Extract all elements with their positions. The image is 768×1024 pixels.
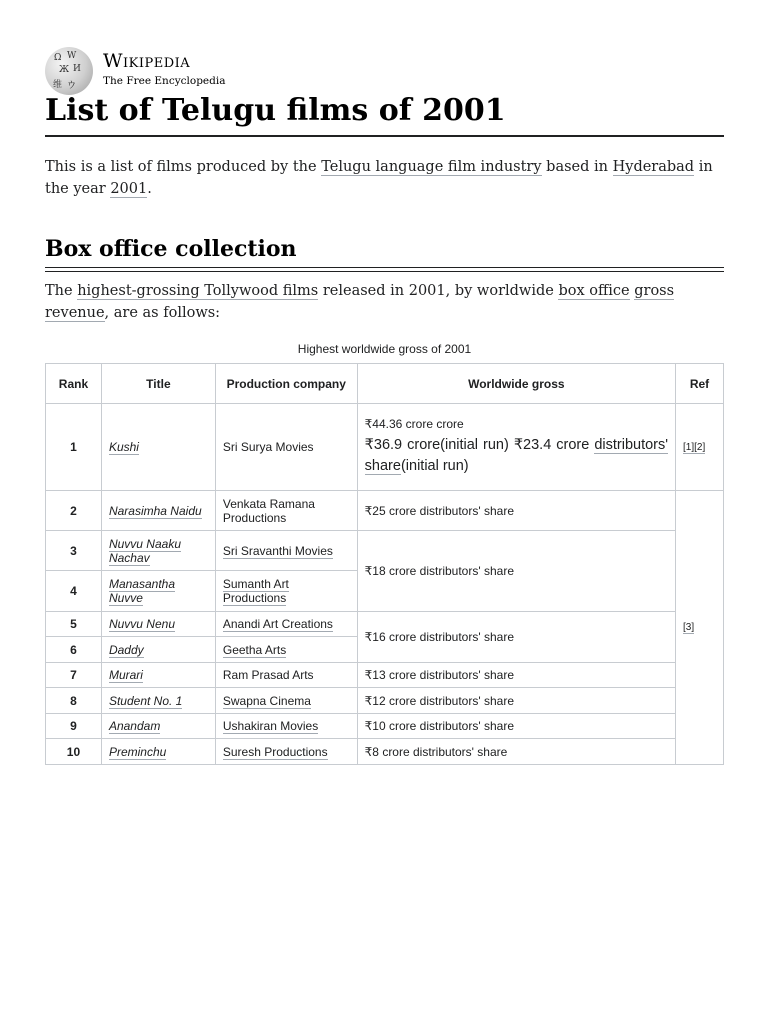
box-office-link[interactable]: box office — [558, 283, 630, 299]
title-cell — [101, 739, 215, 765]
gross-revenue-link[interactable]: gross revenue — [45, 283, 675, 321]
gross-cell: ₹16 crore distributors' share — [357, 612, 675, 663]
title-cell — [101, 491, 215, 531]
company-cell — [215, 491, 357, 531]
gross-cell: ₹10 crore distributors' share — [357, 714, 675, 739]
rank-cell: 10 — [46, 739, 102, 765]
table-row — [46, 663, 724, 688]
film-title-link[interactable]: Narasimha Naidu — [108, 503, 202, 518]
company-cell — [215, 739, 357, 765]
title-cell — [101, 663, 215, 688]
col-header-rank[interactable]: Rank — [46, 364, 102, 404]
company-name: Ram Prasad Arts — [222, 668, 314, 682]
col-header-title[interactable]: Title — [101, 364, 215, 404]
table-row — [46, 531, 724, 571]
table-row — [46, 404, 724, 491]
table-caption: Highest worldwide gross of 2001 — [297, 342, 472, 356]
film-title-link[interactable]: Anandam — [108, 719, 161, 733]
gross-cell — [357, 404, 675, 491]
col-header-company[interactable]: Production company — [215, 364, 357, 404]
title-cell — [101, 531, 215, 571]
section-text: The — [45, 283, 78, 299]
section-text: released in 2001, by worldwide — [318, 283, 559, 299]
company-cell — [215, 663, 357, 688]
gross-cell: ₹8 crore distributors' share — [357, 739, 675, 765]
gross-cell: ₹12 crore distributors' share — [357, 688, 675, 714]
film-title-link[interactable]: Nuvvu Naaku Nachav — [108, 536, 181, 565]
company-link[interactable]: Sri Sravanthi Movies — [222, 543, 333, 558]
title-cell — [101, 688, 215, 714]
title-cell — [101, 612, 215, 637]
telugu-film-industry-link[interactable]: Telugu language film industry — [321, 159, 542, 175]
film-title-link[interactable]: Manasantha Nuvve — [108, 577, 175, 605]
section-heading-box-office: Box office collection — [45, 233, 724, 268]
box-office-paragraph — [45, 280, 724, 324]
company-cell — [215, 404, 357, 491]
rank-cell: 3 — [46, 531, 102, 571]
intro-paragraph — [45, 156, 724, 200]
table-row — [46, 714, 724, 739]
company-link[interactable]: Sumanth Art Productions — [222, 577, 289, 605]
intro-text: This is a list of films produced by the — [45, 159, 322, 175]
box-office-table — [45, 363, 724, 765]
company-cell — [215, 612, 357, 637]
film-title-link[interactable]: Murari — [108, 668, 143, 682]
table-row — [46, 612, 724, 637]
gross-detail-text: (initial run) — [400, 458, 469, 474]
gross-cell: ₹25 crore distributors' share — [357, 491, 675, 531]
ref-cell — [676, 491, 724, 765]
col-header-gross[interactable]: Worldwide gross — [357, 364, 675, 404]
company-cell — [215, 637, 357, 663]
title-cell — [101, 404, 215, 491]
film-title-link[interactable]: Kushi — [108, 440, 139, 454]
section-divider — [45, 271, 724, 272]
film-title-link[interactable]: Preminchu — [108, 744, 167, 759]
rank-cell: 7 — [46, 663, 102, 688]
rank-cell: 9 — [46, 714, 102, 739]
company-cell — [215, 688, 357, 714]
company-link[interactable]: Swapna Cinema — [222, 693, 311, 708]
company-link[interactable]: Ushakiran Movies — [222, 719, 319, 733]
highest-grossing-films-link[interactable]: highest-grossing Tollywood films — [77, 283, 319, 299]
ref-link[interactable]: [3] — [683, 622, 695, 633]
title-cell — [101, 571, 215, 612]
rank-cell: 1 — [46, 404, 102, 491]
gross-total: ₹44.36 crore crore — [364, 417, 464, 431]
gross-cell: ₹13 crore distributors' share — [357, 663, 675, 688]
intro-text: . — [147, 181, 152, 197]
rank-cell: 6 — [46, 637, 102, 663]
company-name: Venkata Ramana Productions — [222, 496, 315, 525]
page-title: List of Telugu films of 2001 — [45, 89, 724, 137]
col-header-ref[interactable]: Ref — [676, 364, 724, 404]
company-cell — [215, 531, 357, 571]
film-title-link[interactable]: Nuvvu Nenu — [108, 617, 175, 631]
gross-cell: ₹18 crore distributors' share — [357, 531, 675, 612]
distributors-share-link[interactable]: distributors' share — [364, 437, 669, 474]
film-title-link[interactable]: Student No. 1 — [108, 693, 183, 708]
ref-cell — [676, 404, 724, 491]
rank-cell: 4 — [46, 571, 102, 612]
intro-text: in the year — [45, 159, 713, 197]
company-cell — [215, 714, 357, 739]
rank-cell: 5 — [46, 612, 102, 637]
company-name: Sri Surya Movies — [222, 440, 314, 454]
section-text: , are as follows: — [104, 305, 221, 321]
ref-link[interactable]: [1][2] — [683, 441, 706, 453]
film-title-link[interactable]: Daddy — [108, 642, 144, 657]
table-row — [46, 688, 724, 714]
gross-detail-text: ₹36.9 crore(initial run) ₹23.4 crore — [364, 437, 595, 453]
company-cell — [215, 571, 357, 612]
table-row — [46, 491, 724, 531]
table-row — [46, 739, 724, 765]
title-cell — [101, 637, 215, 663]
year-2001-link[interactable]: 2001 — [110, 181, 148, 197]
hyderabad-link[interactable]: Hyderabad — [612, 159, 695, 175]
site-header — [45, 44, 724, 94]
intro-text: based in — [541, 159, 613, 175]
company-link[interactable]: Anandi Art Creations — [222, 617, 333, 631]
company-link[interactable]: Geetha Arts — [222, 642, 287, 657]
wikipedia-globe-logo-icon[interactable]: Ω W Ж И 维 ウ — [45, 47, 93, 95]
rank-cell: 2 — [46, 491, 102, 531]
wikipedia-tagline: The Free Encyclopedia — [103, 75, 226, 87]
gross-detail — [365, 435, 668, 477]
title-cell — [101, 714, 215, 739]
company-link[interactable]: Suresh Productions — [222, 744, 328, 759]
rank-cell: 8 — [46, 688, 102, 714]
wikipedia-wordmark[interactable]: Wikipedia — [103, 50, 191, 72]
table-header-row — [46, 364, 724, 404]
